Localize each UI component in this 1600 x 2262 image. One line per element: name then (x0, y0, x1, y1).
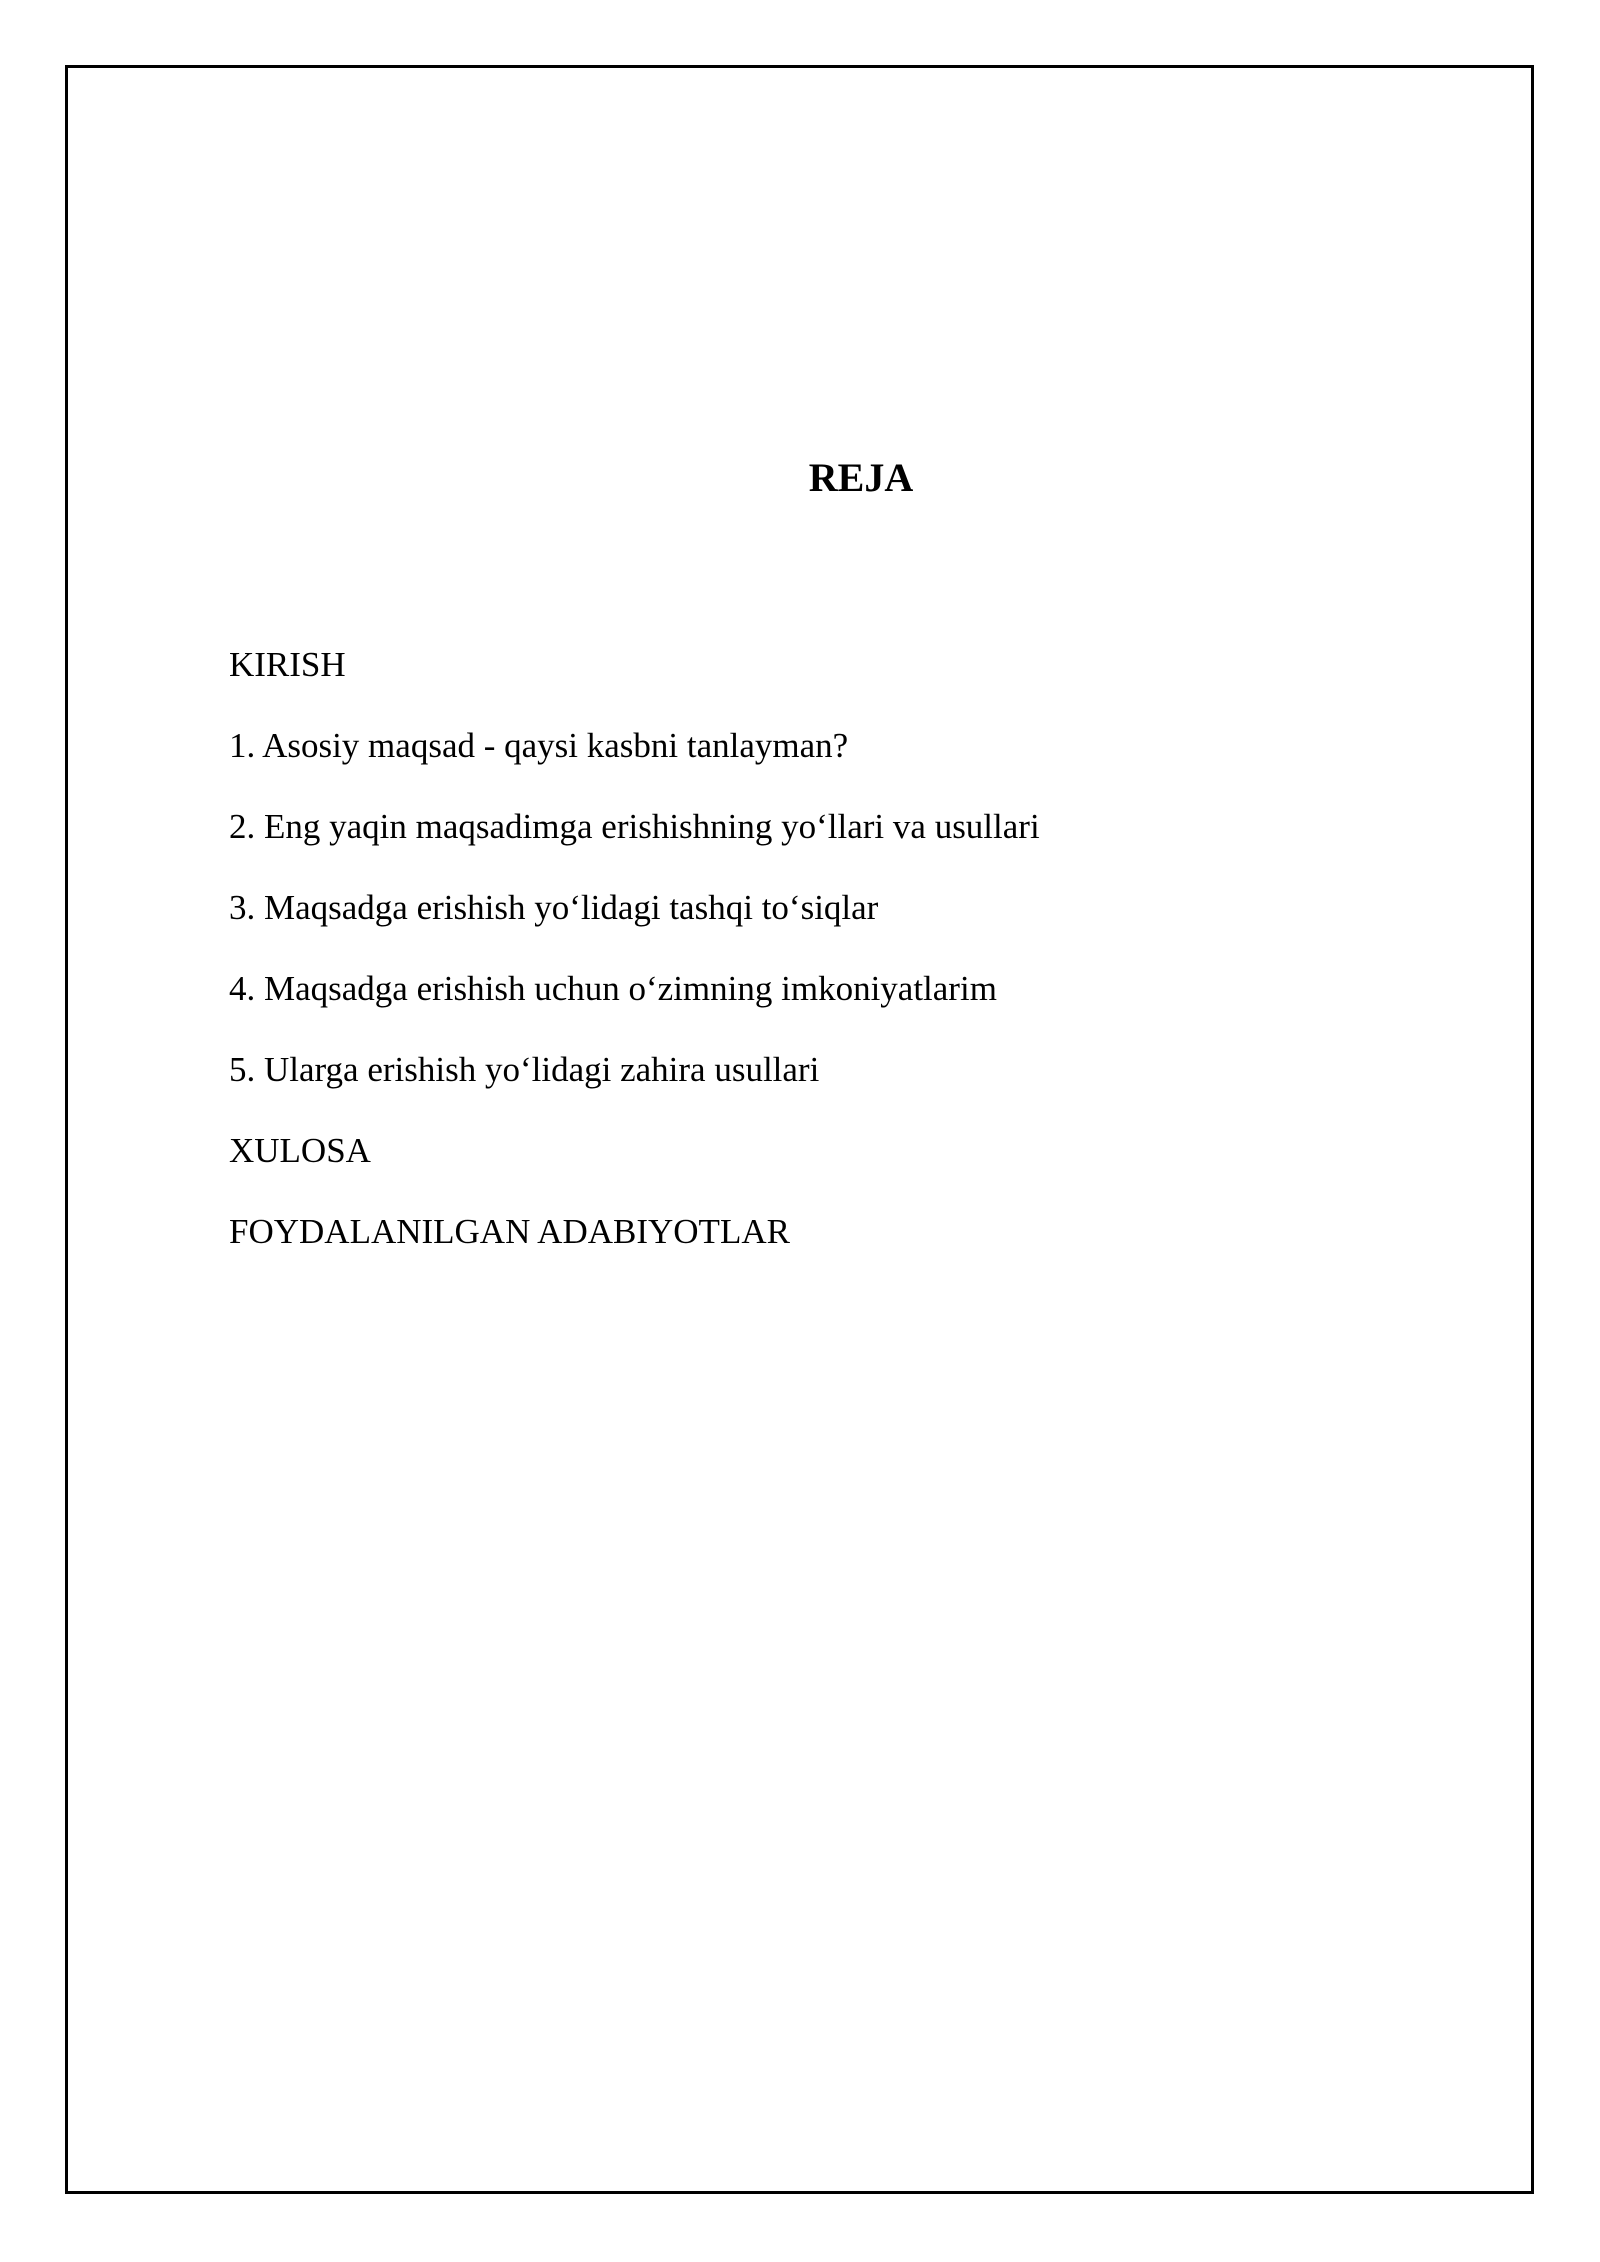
plan-item-2: 2. Eng yaqin maqsadimga erishishning yo‘llari va usullari (229, 807, 1040, 846)
page-title: REJA (808, 455, 914, 500)
plan-item-5: 5. Ularga erishish yo‘lidagi zahira usullari (229, 1050, 820, 1089)
plan-list (229, 645, 1040, 1293)
plan-item-references: FOYDALANILGAN ADABIYOTLAR (229, 1212, 790, 1251)
plan-item-3: 3. Maqsadga erishish yo‘lidagi tashqi to‘siqlar (229, 888, 879, 927)
plan-item-introduction: KIRISH (229, 645, 346, 684)
plan-item-conclusion: XULOSA (229, 1131, 371, 1170)
plan-item-1: 1. Asosiy maqsad - qaysi kasbni tanlayman? (229, 726, 849, 765)
plan-item-4: 4. Maqsadga erishish uchun o‘zimning imkoniyatlarim (229, 969, 997, 1008)
